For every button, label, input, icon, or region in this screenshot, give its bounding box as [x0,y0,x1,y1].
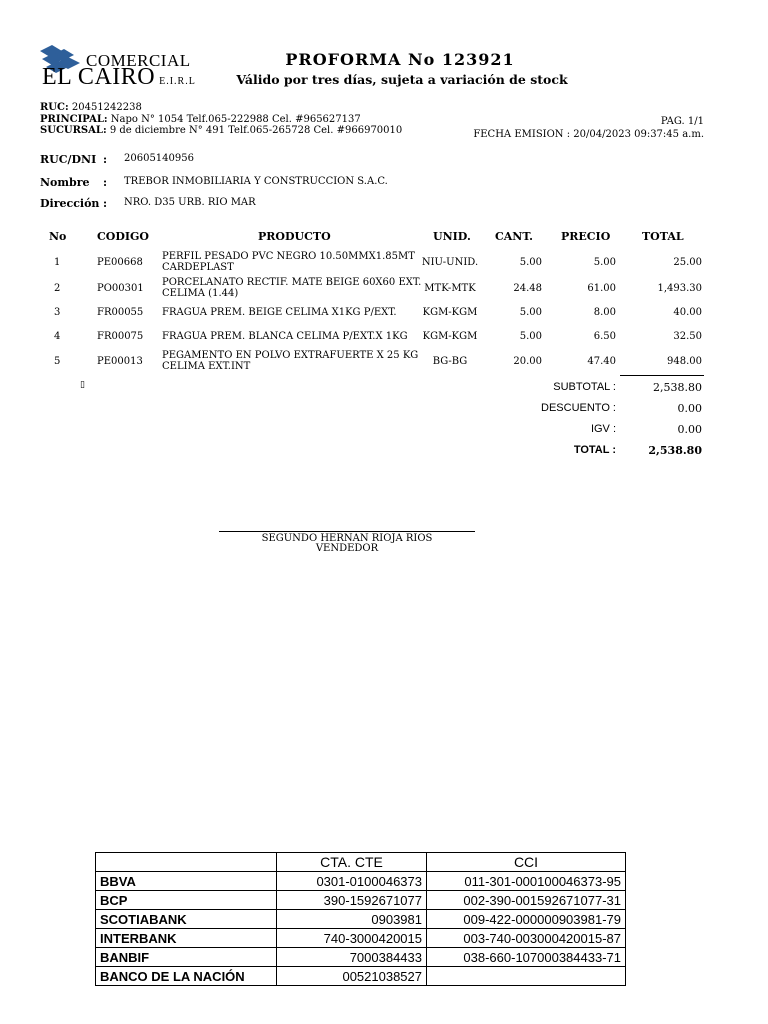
row-product-line1: PEGAMENTO EN POLVO EXTRAFUERTE X 25 KG [162,350,419,361]
row-qty: 5.00 [519,257,542,268]
row-unit: NIU-UNID. [421,257,479,268]
bank-header-cci: CCI [427,853,626,872]
company-principal-value: Napo N° 1054 Telf.065-222988 Cel. #965627137 [110,114,361,125]
subtotal-label: SUBTOTAL : [553,381,616,393]
row-total: 40.00 [673,307,702,318]
row-qty: 5.00 [519,307,542,318]
seller-role: VENDEDOR [315,543,379,554]
company-suffix: E.I.R.L [159,76,196,87]
subtotal-value: 2,538.80 [653,381,702,394]
company-ruc-value: 20451242238 [71,102,142,113]
row-price: 6.50 [593,331,616,342]
company-sucursal-label: SUCURSAL: [40,125,107,136]
bank-cci: 002-390-001592671077-31 [427,891,626,910]
bank-name: BBVA [96,872,277,891]
bank-accounts-table [95,852,626,986]
company-name-main: EL CAIRO [42,64,156,90]
bank-row [96,929,626,948]
row-unit: MTK-MTK [424,283,476,294]
row-price: 5.00 [593,257,616,268]
bank-cta: 00521038527 [277,967,427,986]
bank-row [96,891,626,910]
seller-name: SEGUNDO HERNAN RIOJA RIOS [261,533,433,544]
row-code: PE00668 [97,257,143,268]
company-ruc-label: RUC: [40,102,69,113]
bank-cci: 038-660-107000384433-71 [427,948,626,967]
row-product-line2: CARDEPLAST [162,262,234,273]
discount-value: 0.00 [677,402,702,415]
company-sucursal [40,125,402,137]
bank-cta: 0301-0100046373 [277,872,427,891]
bank-cci [427,967,626,986]
row-qty: 24.48 [513,283,542,294]
bank-cci: 011-301-000100046373-95 [427,872,626,891]
row-code: PE00013 [97,356,143,367]
row-product-line1: PORCELANATO RECTIF. MATE BEIGE 60X60 EXT. [162,277,422,288]
document-subtitle: Válido por tres días, sujeta a variación de stock [236,72,568,87]
row-product-line2: CELIMA (1.44) [162,288,239,299]
row-total: 1,493.30 [657,283,702,294]
bank-cci: 009-422-000000903981-79 [427,910,626,929]
issue-date: FECHA EMISION : 20/04/2023 09:37:45 a.m. [473,129,704,140]
col-header-code: CODIGO [97,230,149,243]
customer-address-value: NRO. D35 URB. RIO MAR [124,197,256,208]
bank-row [96,967,626,986]
total-label: TOTAL : [573,444,616,456]
row-unit: KGM-KGM [422,307,478,318]
igv-value: 0.00 [677,423,702,436]
col-header-price: PRECIO [561,230,611,243]
customer-name-value: TREBOR INMOBILIARIA Y CONSTRUCCION S.A.C. [124,176,388,187]
customer-address-colon: : [103,197,108,210]
company-sucursal-value: 9 de diciembre N° 491 Telf.065-265728 Cel. #966970010 [109,125,403,136]
total-value: 2,538.80 [648,444,702,457]
igv-label: IGV : [590,423,616,435]
company-name-line1: COMERCIAL [86,51,191,70]
customer-ruc-colon: : [103,153,108,166]
signature-line [219,531,475,532]
row-price: 8.00 [593,307,616,318]
row-product-line2: CELIMA EXT.INT [162,361,251,372]
row-product-line1: FRAGUA PREM. BLANCA CELIMA P/EXT.X 1KG [162,331,408,342]
row-code: PO00301 [97,283,144,294]
row-code: FR00075 [97,331,144,342]
row-total: 32.50 [673,331,702,342]
customer-ruc-value: 20605140956 [124,153,194,164]
bank-table-header [96,853,626,872]
document-title: PROFORMA No 123921 [285,50,515,69]
bank-cta: 390-1592671077 [277,891,427,910]
bank-name: BANBIF [96,948,277,967]
col-header-qty: CANT. [495,230,533,243]
bank-name: INTERBANK [96,929,277,948]
company-ruc [40,102,142,114]
discount-label: DESCUENTO : [541,402,616,414]
bank-name: BCP [96,891,277,910]
bank-header-cta: CTA. CTE [277,853,427,872]
row-price: 47.40 [587,356,616,367]
row-unit: BG-BG [432,356,468,367]
customer-name-label: Nombre [40,176,90,189]
bank-row [96,872,626,891]
row-qty: 5.00 [519,331,542,342]
page-number: PAG. 1/1 [660,116,704,127]
row-no: 3 [54,307,61,318]
row-qty: 20.00 [513,356,542,367]
stray-glyph: ▯ [80,380,85,390]
bank-name: BANCO DE LA NACIÓN [96,967,277,986]
row-product-line1: FRAGUA PREM. BEIGE CELIMA X1KG P/EXT. [162,307,397,318]
row-unit: KGM-KGM [422,331,478,342]
row-price: 61.00 [587,283,616,294]
col-header-unit: UNID. [433,230,471,243]
row-code: FR00055 [97,307,144,318]
totals-divider [620,375,704,376]
bank-cta: 740-3000420015 [277,929,427,948]
customer-address-label: Dirección [40,197,100,210]
bank-cci: 003-740-003000420015-87 [427,929,626,948]
customer-name-colon: : [103,176,108,189]
row-total: 25.00 [673,257,702,268]
company-principal-label: PRINCIPAL: [40,114,108,125]
row-no: 1 [54,257,61,268]
customer-ruc-label: RUC/DNI [40,153,97,166]
row-no: 4 [54,331,61,342]
bank-row [96,948,626,967]
bank-name: SCOTIABANK [96,910,277,929]
bank-header-name [96,853,277,872]
col-header-total: TOTAL [642,230,684,243]
bank-cta: 0903981 [277,910,427,929]
signature-block [219,534,475,554]
col-header-product: PRODUCTO [258,230,331,243]
row-product-line1: PERFIL PESADO PVC NEGRO 10.50MMX1.85MT [162,251,415,262]
row-total: 948.00 [667,356,702,367]
col-header-no: No [49,230,67,243]
bank-cta: 7000384433 [277,948,427,967]
row-no: 5 [54,356,61,367]
row-no: 2 [54,283,61,294]
bank-row [96,910,626,929]
